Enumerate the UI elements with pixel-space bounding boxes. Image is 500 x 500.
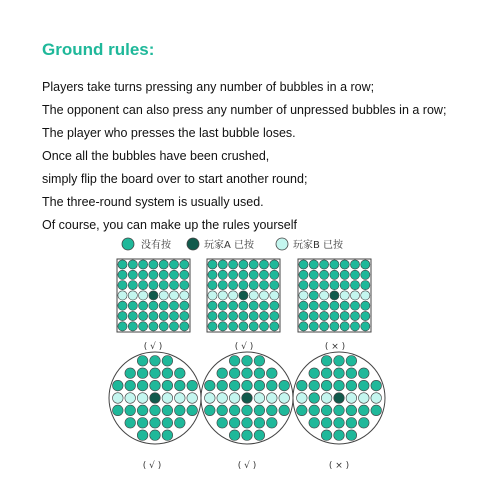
bubble — [208, 291, 217, 300]
bubble — [350, 270, 359, 279]
bubble — [149, 291, 158, 300]
bubble — [229, 418, 240, 429]
bubble — [118, 311, 127, 320]
bubble — [159, 270, 168, 279]
bubble — [254, 418, 265, 429]
bubble — [350, 260, 359, 269]
bubble — [217, 393, 228, 404]
bubble — [149, 322, 158, 331]
bubble — [299, 270, 308, 279]
bubble — [299, 322, 308, 331]
bubble — [249, 311, 258, 320]
bubble — [125, 368, 136, 379]
bubble — [267, 405, 278, 416]
rule-line-6: The three-round system is usually used. — [42, 195, 264, 209]
bubble — [218, 311, 227, 320]
bubble — [242, 405, 253, 416]
legend-player-b — [276, 238, 344, 251]
bubble — [159, 291, 168, 300]
round-board-3 — [293, 352, 385, 444]
bubble — [180, 322, 189, 331]
bubble — [254, 430, 265, 441]
bubble — [180, 311, 189, 320]
bubble — [259, 311, 268, 320]
bubble — [242, 356, 253, 367]
bubble — [309, 301, 318, 310]
board-caption-1: ( √ ) — [143, 342, 163, 352]
bubble — [128, 281, 137, 290]
bubble — [150, 393, 161, 404]
bubble — [346, 393, 357, 404]
bubble — [169, 301, 178, 310]
bubble — [169, 260, 178, 269]
bubble — [299, 301, 308, 310]
bubble — [218, 260, 227, 269]
bubble — [139, 281, 148, 290]
bubble — [321, 393, 332, 404]
bubble — [279, 393, 290, 404]
bubble — [320, 322, 329, 331]
bubble — [175, 405, 186, 416]
bubble — [350, 281, 359, 290]
bubble — [330, 291, 339, 300]
bubble — [320, 301, 329, 310]
bubble — [125, 418, 136, 429]
legend-player-a — [187, 238, 255, 251]
bubble — [180, 291, 189, 300]
bubble — [270, 260, 279, 269]
bubble — [259, 281, 268, 290]
bubble — [309, 291, 318, 300]
bubble — [180, 260, 189, 269]
bubble — [139, 322, 148, 331]
bubble — [150, 418, 161, 429]
bubble — [279, 405, 290, 416]
legend-unpressed-swatch-icon — [122, 238, 134, 250]
bubble-legend — [0, 232, 500, 256]
board-caption-5: ( √ ) — [237, 461, 257, 471]
bubble — [270, 301, 279, 310]
bubble — [340, 270, 349, 279]
bubble — [229, 260, 238, 269]
bubble — [149, 270, 158, 279]
bubble — [169, 281, 178, 290]
bubble — [118, 291, 127, 300]
bubble — [254, 380, 265, 391]
bubble — [239, 311, 248, 320]
bubble — [299, 260, 308, 269]
board-caption-2: ( √ ) — [234, 342, 254, 352]
bubble — [217, 418, 228, 429]
bubble — [175, 368, 186, 379]
bubble — [239, 291, 248, 300]
bubble — [125, 405, 136, 416]
bubble — [128, 270, 137, 279]
bubble — [309, 281, 318, 290]
bubble — [239, 260, 248, 269]
bubble — [113, 380, 124, 391]
bubble — [309, 270, 318, 279]
bubble — [346, 356, 357, 367]
bubble — [297, 405, 308, 416]
bubble — [162, 356, 173, 367]
bubble — [128, 301, 137, 310]
bubble — [218, 301, 227, 310]
bubble — [175, 418, 186, 429]
bubble — [359, 380, 370, 391]
bubble — [208, 311, 217, 320]
bubble — [371, 393, 382, 404]
bubble — [330, 260, 339, 269]
bubble — [137, 418, 148, 429]
bubble — [249, 291, 258, 300]
bubble — [242, 368, 253, 379]
bubble — [330, 281, 339, 290]
bubble — [187, 405, 198, 416]
bubble — [254, 405, 265, 416]
bubble — [118, 260, 127, 269]
bubble — [118, 301, 127, 310]
round-board-1 — [109, 352, 201, 444]
bubble — [361, 291, 370, 300]
rule-line-7: Of course, you can make up the rules yourself — [42, 218, 297, 232]
bubble — [321, 430, 332, 441]
bubble — [128, 311, 137, 320]
bubble — [334, 368, 345, 379]
bubble — [150, 356, 161, 367]
bubble — [361, 322, 370, 331]
bubble — [309, 380, 320, 391]
bubble — [218, 322, 227, 331]
bubble — [340, 260, 349, 269]
board-caption-3: ( × ) — [324, 342, 346, 352]
bubble — [208, 270, 217, 279]
bubble — [299, 291, 308, 300]
bubble — [205, 380, 216, 391]
bubble — [137, 380, 148, 391]
bubble — [137, 430, 148, 441]
bubble — [350, 322, 359, 331]
bubble — [270, 270, 279, 279]
bubble — [118, 322, 127, 331]
bubble — [169, 322, 178, 331]
bubble — [359, 393, 370, 404]
bubble — [249, 281, 258, 290]
bubble — [371, 405, 382, 416]
bubble — [309, 260, 318, 269]
legend-player-a-label: 玩家A 已按 — [204, 240, 255, 251]
bubble — [149, 301, 158, 310]
bubble — [330, 270, 339, 279]
bubble — [217, 380, 228, 391]
bubble — [229, 368, 240, 379]
bubble — [340, 322, 349, 331]
bubble — [118, 270, 127, 279]
bubble — [259, 291, 268, 300]
bubble — [239, 270, 248, 279]
bubble — [254, 393, 265, 404]
bubble — [139, 301, 148, 310]
square-board-1 — [117, 259, 190, 332]
bubble — [259, 260, 268, 269]
bubble — [249, 270, 258, 279]
bubble — [361, 260, 370, 269]
bubble — [162, 405, 173, 416]
bubble — [359, 405, 370, 416]
bubble — [229, 270, 238, 279]
bubble — [229, 301, 238, 310]
bubble — [297, 380, 308, 391]
bubble — [270, 322, 279, 331]
bubble — [150, 405, 161, 416]
bubble — [350, 301, 359, 310]
bubble — [239, 281, 248, 290]
bubble — [159, 281, 168, 290]
bubble — [259, 270, 268, 279]
bubble — [128, 322, 137, 331]
bubble — [150, 368, 161, 379]
bubble — [229, 291, 238, 300]
bubble — [267, 418, 278, 429]
bubble — [249, 322, 258, 331]
bubble — [249, 260, 258, 269]
bubble — [321, 380, 332, 391]
rule-line-3: The player who presses the last bubble loses. — [42, 126, 296, 140]
bubble — [137, 368, 148, 379]
bubble — [254, 368, 265, 379]
bubble — [218, 281, 227, 290]
bubble — [139, 270, 148, 279]
bubble — [361, 301, 370, 310]
bubble — [162, 380, 173, 391]
bubble — [169, 270, 178, 279]
bubble — [309, 311, 318, 320]
bubble — [229, 356, 240, 367]
legend-player-a-swatch-icon — [187, 238, 199, 250]
bubble — [359, 418, 370, 429]
bubble — [330, 301, 339, 310]
bubble — [361, 311, 370, 320]
bubble — [242, 430, 253, 441]
bubble — [249, 301, 258, 310]
bubble — [334, 380, 345, 391]
bubble — [279, 380, 290, 391]
bubble — [321, 418, 332, 429]
bubble — [217, 405, 228, 416]
bubble — [346, 380, 357, 391]
bubble — [150, 380, 161, 391]
bubble — [175, 380, 186, 391]
bubble — [137, 356, 148, 367]
rule-line-5: simply flip the board over to start another round; — [42, 172, 308, 186]
bubble — [208, 260, 217, 269]
bubble — [334, 405, 345, 416]
bubble — [309, 418, 320, 429]
legend-player-b-label: 玩家B 已按 — [293, 240, 344, 251]
bubble — [125, 380, 136, 391]
bubble — [137, 393, 148, 404]
bubble — [346, 368, 357, 379]
bubble — [229, 393, 240, 404]
bubble — [139, 291, 148, 300]
bubble — [159, 301, 168, 310]
bubble — [320, 291, 329, 300]
bubble — [205, 393, 216, 404]
bubble — [242, 393, 253, 404]
legend-unpressed — [122, 238, 172, 251]
legend-player-b-swatch-icon — [276, 238, 288, 250]
bubble — [187, 393, 198, 404]
bubble — [371, 380, 382, 391]
bubble — [320, 281, 329, 290]
square-board-3 — [298, 259, 371, 332]
bubble — [259, 301, 268, 310]
bubble — [297, 393, 308, 404]
bubble — [128, 291, 137, 300]
bubble — [340, 311, 349, 320]
bubble — [218, 291, 227, 300]
bubble — [208, 281, 217, 290]
bubble — [340, 301, 349, 310]
bubble — [149, 281, 158, 290]
legend-unpressed-label: 没有按 — [141, 240, 171, 251]
bubble — [359, 368, 370, 379]
bubble — [128, 260, 137, 269]
bubble — [361, 270, 370, 279]
bubble — [361, 281, 370, 290]
bubble — [139, 311, 148, 320]
bubble — [346, 430, 357, 441]
rule-line-2: The opponent can also press any number of unpressed bubbles in a row; — [42, 103, 447, 117]
bubble — [162, 393, 173, 404]
bubble — [346, 418, 357, 429]
bubble — [267, 393, 278, 404]
bubble — [267, 368, 278, 379]
bubble — [229, 281, 238, 290]
bubble — [187, 380, 198, 391]
bubble — [270, 291, 279, 300]
bubble — [340, 291, 349, 300]
bubble — [299, 311, 308, 320]
bubble — [139, 260, 148, 269]
bubble — [330, 311, 339, 320]
bubble — [229, 311, 238, 320]
bubble — [239, 301, 248, 310]
bubble — [149, 311, 158, 320]
bubble — [350, 311, 359, 320]
bubble — [320, 270, 329, 279]
ground-rules-heading: Ground rules: — [42, 40, 155, 59]
bubble — [208, 301, 217, 310]
bubble — [346, 405, 357, 416]
bubble — [208, 322, 217, 331]
bubble — [118, 281, 127, 290]
bubble — [159, 322, 168, 331]
bubble — [150, 430, 161, 441]
bubble — [113, 393, 124, 404]
bubble — [159, 260, 168, 269]
bubble — [321, 356, 332, 367]
bubble — [350, 291, 359, 300]
bubble — [242, 380, 253, 391]
bubble — [162, 368, 173, 379]
bubble — [229, 322, 238, 331]
bubble — [162, 418, 173, 429]
bubble — [259, 322, 268, 331]
bubble — [137, 405, 148, 416]
bubble — [309, 368, 320, 379]
bubble — [217, 368, 228, 379]
bubble — [340, 281, 349, 290]
bubble — [242, 418, 253, 429]
bubble — [113, 405, 124, 416]
bubble — [180, 301, 189, 310]
bubble — [270, 281, 279, 290]
bubble — [149, 260, 158, 269]
bubble — [270, 311, 279, 320]
square-board-2 — [207, 259, 280, 332]
bubble — [229, 430, 240, 441]
bubble — [162, 430, 173, 441]
bubble — [334, 356, 345, 367]
bubble — [267, 380, 278, 391]
bubble — [334, 430, 345, 441]
bubble — [169, 291, 178, 300]
rule-line-4: Once all the bubbles have been crushed, — [42, 149, 270, 163]
bubble — [309, 405, 320, 416]
bubble — [320, 260, 329, 269]
bubble — [229, 380, 240, 391]
board-caption-6: ( × ) — [328, 461, 350, 471]
bubble — [159, 311, 168, 320]
board-caption-4: ( √ ) — [142, 461, 162, 471]
bubble — [254, 356, 265, 367]
bubble — [309, 322, 318, 331]
bubble — [309, 393, 320, 404]
bubble — [218, 270, 227, 279]
bubble — [239, 322, 248, 331]
bubble — [334, 393, 345, 404]
bubble — [334, 418, 345, 429]
bubble — [330, 322, 339, 331]
rule-line-1: Players take turns pressing any number of bubbles in a row; — [42, 80, 375, 94]
bubble — [180, 270, 189, 279]
bubble — [299, 281, 308, 290]
bubble — [320, 311, 329, 320]
bubble — [205, 405, 216, 416]
bubble — [321, 405, 332, 416]
bubble — [125, 393, 136, 404]
bubble — [169, 311, 178, 320]
bubble — [321, 368, 332, 379]
bubble — [229, 405, 240, 416]
bubble — [180, 281, 189, 290]
bubble — [175, 393, 186, 404]
round-board-2 — [201, 352, 293, 444]
